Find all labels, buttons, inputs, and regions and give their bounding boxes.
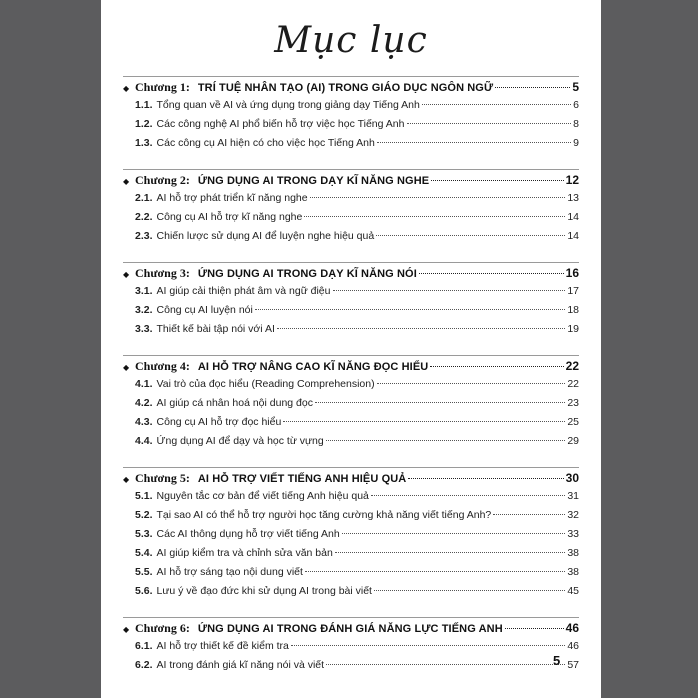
section-number: 3.1. [135,285,153,297]
chapter-page-number: 46 [565,621,579,635]
toc-chapter[interactable] [123,76,579,99]
toc-section[interactable] [123,323,579,342]
section-page-number: 38 [567,566,579,578]
section-title: Các AI thông dụng hỗ trợ viết tiếng Anh [156,528,340,540]
section-number: 5.3. [135,528,153,540]
toc-section[interactable] [123,566,579,585]
section-page-number: 18 [567,304,579,316]
dot-leader [493,514,565,515]
dot-leader [342,533,566,534]
section-number: 4.2. [135,397,153,409]
toc-section[interactable] [123,435,579,454]
right-border [601,0,698,698]
chapter-page-number: 12 [565,173,579,187]
section-title: Các công nghệ AI phổ biến hỗ trợ việc học Tiếng Anh [156,118,405,130]
section-number: 2.3. [135,230,153,242]
toc-section[interactable] [123,416,579,435]
diamond-bullet-icon: ◆ [123,177,130,186]
diamond-bullet-icon: ◆ [123,475,130,484]
section-page-number: 14 [567,211,579,223]
section-page-number: 14 [567,230,579,242]
toc-section[interactable] [123,509,579,528]
toc-section[interactable] [123,659,579,678]
toc-chapter[interactable] [123,262,579,285]
section-title: AI giúp cá nhân hoá nội dung đọc [156,397,313,409]
section-number: 4.3. [135,416,153,428]
chapter-title: ỨNG DỤNG AI TRONG DẠY KĨ NĂNG NÓI [197,268,417,280]
dot-leader [430,366,563,367]
toc-section[interactable] [123,230,579,249]
toc-chapter[interactable] [123,617,579,640]
section-number: 6.2. [135,659,153,671]
dot-leader [495,87,570,88]
chapter-title: AI HỖ TRỢ NÂNG CAO KĨ NĂNG ĐỌC HIỂU [197,361,429,373]
section-title: AI giúp cải thiện phát âm và ngữ điệu [156,285,331,297]
section-title: Công cụ AI hỗ trợ đọc hiểu [156,416,282,428]
section-title: Công cụ AI hỗ trợ kĩ năng nghe [156,211,303,223]
section-page-number: 31 [567,490,579,502]
section-title: Vai trò của đọc hiểu (Reading Comprehension) [156,378,375,390]
dot-leader [371,495,565,496]
section-title: AI hỗ trợ phát triển kĩ năng nghe [156,192,308,204]
section-title: Tổng quan về AI và ứng dụng trong giảng dạy Tiếng Anh [156,99,420,111]
section-number: 2.1. [135,192,153,204]
toc-section[interactable] [123,490,579,509]
dot-leader [377,383,566,384]
section-number: 5.1. [135,490,153,502]
section-number: 4.1. [135,378,153,390]
toc-section[interactable] [123,640,579,659]
toc-chapter[interactable] [123,467,579,490]
toc-section[interactable] [123,285,579,304]
chapter-page-number: 5 [572,80,579,94]
section-page-number: 33 [567,528,579,540]
section-page-number: 17 [567,285,579,297]
toc-section[interactable] [123,137,579,156]
section-page-number: 13 [567,192,579,204]
dot-leader [431,180,563,181]
chapter-page-number: 16 [565,266,579,280]
chapter-label: Chương 5: [135,471,190,485]
chapter-label: Chương 3: [135,266,190,280]
diamond-bullet-icon: ◆ [123,363,130,372]
section-title: Tại sao AI có thể hỗ trợ người học tăng cường khả năng viết tiếng Anh? [156,509,492,521]
section-title: Thiết kế bài tập nói với AI [156,323,275,335]
dot-leader [304,216,565,217]
document-page [101,0,601,698]
section-title: Lưu ý về đạo đức khi sử dụng AI trong bài viết [156,585,372,597]
section-number: 4.4. [135,435,153,447]
toc-section[interactable] [123,304,579,323]
toc-chapter[interactable] [123,169,579,192]
section-page-number: 25 [567,416,579,428]
chapter-label: Chương 2: [135,173,190,187]
page-number: 5 [553,653,561,668]
toc-section[interactable] [123,118,579,137]
diamond-bullet-icon: ◆ [123,270,130,279]
section-title: Ứng dụng AI để dạy và học từ vựng [156,435,324,447]
section-title: AI hỗ trợ thiết kế đề kiểm tra [156,640,289,652]
chapter-title: AI HỖ TRỢ VIẾT TIẾNG ANH HIỆU QUẢ [197,473,407,485]
chapter-label: Chương 1: [135,80,190,94]
section-page-number: 29 [567,435,579,447]
dot-leader [408,478,563,479]
dot-leader [376,235,565,236]
section-page-number: 45 [567,585,579,597]
chapter-title: ỨNG DỤNG AI TRONG DẠY KĨ NĂNG NGHE [197,175,430,187]
toc-chapter[interactable] [123,355,579,378]
section-number: 1.3. [135,137,153,149]
chapter-label: Chương 4: [135,359,190,373]
section-number: 2.2. [135,211,153,223]
chapter-label: Chương 6: [135,621,190,635]
dot-leader [407,123,572,124]
section-number: 5.4. [135,547,153,559]
toc-section[interactable] [123,99,579,118]
dot-leader [255,309,565,310]
toc-section[interactable] [123,547,579,566]
dot-leader [291,645,565,646]
toc-section[interactable] [123,192,579,211]
dot-leader [277,328,565,329]
dot-leader [374,590,565,591]
section-page-number: 19 [567,323,579,335]
chapter-title: TRÍ TUỆ NHÂN TẠO (AI) TRONG GIÁO DỤC NGÔN NGỮ [197,82,494,94]
section-page-number: 38 [567,547,579,559]
section-title: Chiến lược sử dụng AI để luyện nghe hiệu quả [156,230,375,242]
dot-leader [326,664,565,665]
chapter-page-number: 30 [565,471,579,485]
dot-leader [419,273,564,274]
dot-leader [377,142,571,143]
dot-leader [333,290,566,291]
section-page-number: 22 [567,378,579,390]
section-number: 1.2. [135,118,153,130]
toc-section[interactable] [123,397,579,416]
dot-leader [422,104,571,105]
chapter-page-number: 22 [565,359,579,373]
section-title: Công cụ AI luyện nói [156,304,253,316]
chapter-title: ỨNG DỤNG AI TRONG ĐÁNH GIÁ NĂNG LỰC TIẾNG ANH [197,623,503,635]
dot-leader [505,628,564,629]
section-number: 5.6. [135,585,153,597]
diamond-bullet-icon: ◆ [123,625,130,634]
left-border [0,0,101,698]
dot-leader [326,440,566,441]
section-number: 1.1. [135,99,153,111]
page-title: Mục lục [274,20,428,61]
section-page-number: 6 [573,99,579,111]
section-number: 5.5. [135,566,153,578]
section-number: 5.2. [135,509,153,521]
diamond-bullet-icon: ◆ [123,84,130,93]
section-page-number: 8 [573,118,579,130]
section-title: AI trong đánh giá kĩ năng nói và viết [156,659,325,671]
dot-leader [283,421,565,422]
dot-leader [305,571,565,572]
section-page-number: 9 [573,137,579,149]
toc-section[interactable] [123,585,579,604]
section-page-number: 23 [567,397,579,409]
section-title: Các công cụ AI hiện có cho việc học Tiếng Anh [156,137,375,149]
toc-section[interactable] [123,528,579,547]
dot-leader [315,402,565,403]
section-title: AI giúp kiểm tra và chỉnh sửa văn bản [156,547,333,559]
section-number: 6.1. [135,640,153,652]
toc-section[interactable] [123,378,579,397]
section-number: 3.2. [135,304,153,316]
section-title: Nguyên tắc cơ bản để viết tiếng Anh hiệu quả [156,490,369,502]
table-of-contents [123,76,579,678]
section-page-number: 46 [567,640,579,652]
dot-leader [335,552,566,553]
section-page-number: 32 [567,509,579,521]
toc-section[interactable] [123,211,579,230]
section-title: AI hỗ trợ sáng tạo nội dung viết [156,566,303,578]
section-number: 3.3. [135,323,153,335]
dot-leader [310,197,566,198]
section-page-number: 57 [567,659,579,671]
